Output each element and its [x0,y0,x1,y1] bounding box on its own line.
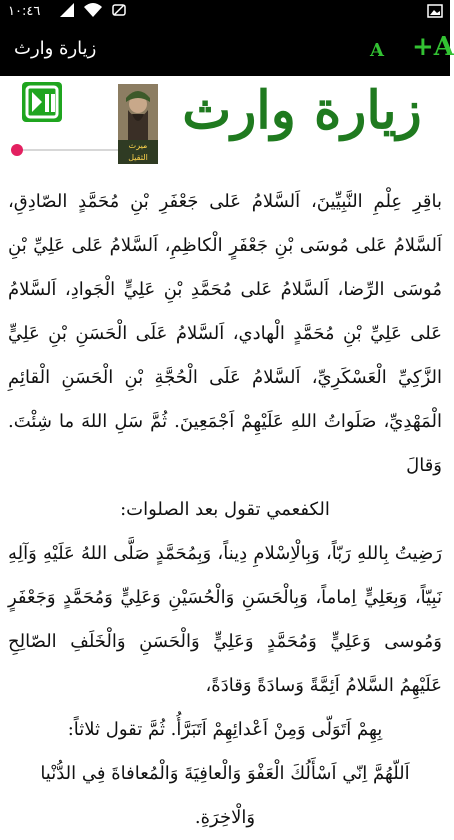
status-bar [0,0,450,24]
mute-icon [112,3,126,21]
seekbar-thumb[interactable] [11,144,23,156]
app-bar [0,24,454,76]
increase-font-button[interactable]: +A [412,32,454,62]
audio-seekbar[interactable] [16,149,126,151]
section-heading: الكفعمي تقول بعد الصلوات: [120,499,330,520]
portrait-label: ميرث الثقيل [118,140,158,164]
prayer-text [8,180,442,828]
status-time: ١٠:٤٦ [8,4,41,19]
logo-title: زيارة وارث [182,80,422,141]
wifi-icon [84,3,102,21]
status-icons [60,3,126,21]
play-pause-button[interactable] [22,82,62,122]
prayer-paragraph: اَللّهُمَّ اِنّي اَسْأَلُكَ الْعَفْوَ وَالْعافِيَةَ وَالْمُعافاةَ فِي الدُّنْيا وَالْاخِرَةِ. [40,763,410,828]
prayer-paragraph: بِهِمْ اَتَوَلّى وَمِنْ اَعْدائِهِمْ اَتَبَرَّأُ. ثُمَّ تقول ثلاثاً: [67,719,383,740]
prayer-paragraph: رَضِيتُ بِاللهِ رَبّاً، وَبِالْاِسْلامِ دِيناً، وَبِمُحَمَّدٍ صَلَّى اللهُ عَلَيْهِ وَآلِهِ نَبِيّاً، وَبِعَلِيٍّ اِماماً، وَبِالْحَسَنِ وَالْحُسَيْنِ وَعَلِيٍّ وَمُحَمَّدٍ وَجَعْفَرٍ وَمُوسى وَعَلِيٍّ وَمُحَمَّدٍ وَعَلِيٍّ وَالْحَسَنِ وَالْخَلَفِ الصّالِحِ عَلَيْهِمُ السَّلامُ اَئِمَّةً وَسادَةً وَقادَةً، [8,543,442,696]
signal-icon [60,3,74,21]
image-icon [428,5,442,21]
page-title: زيارة وارث [14,38,97,59]
portrait-image [118,84,158,164]
prayer-paragraph: باقِرِ عِلْمِ النَّبِيِّينَ، اَلسَّلامُ عَلى جَعْفَرِ بْنِ مُحَمَّدٍ الصّادِقِ، اَلسَّلامُ عَلى مُوسَى بْنِ جَعْفَرٍ الْكاظِمِ، اَلسَّلامُ عَلى عَلِيِّ بْنِ مُوسَى الرِّضا، اَلسَّلامُ عَلى مُحَمَّدِ بْنِ عَلِيٍّ الْجَوادِ، اَلسَّلامُ عَلى عَلِيِّ بْنِ مُحَمَّدٍ الْهادي، اَلسَّلامُ عَلَى الْحَسَنِ بْنِ عَلِيٍّ الزَّكِيِّ الْعَسْكَرِيِّ، اَلسَّلامُ عَلَى الْحُجَّةِ بْنِ الْحَسَنِ الْقائِمِ الْمَهْدِيِّ، صَلَواتُ اللهِ عَلَيْهِمْ اَجْمَعِينَ. ثُمَّ سَلِ اللهَ ما شِئْتَ. وَقالَ [8,191,442,476]
play-pause-icon [22,82,62,122]
decrease-font-button[interactable]: A [370,40,384,61]
